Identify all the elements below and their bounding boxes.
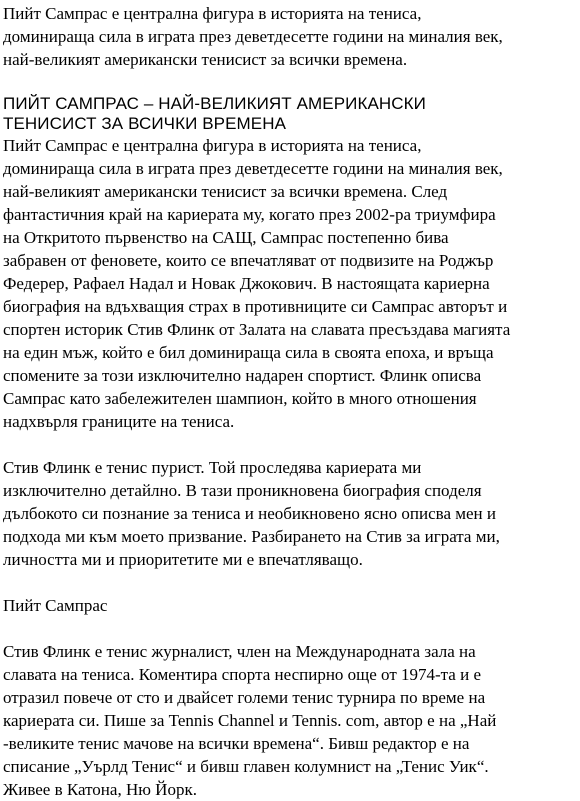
intro-paragraph: Пийт Сампрас е централна фигура в историята на тениса, доминираща сила в играта през деветдесетте години на миналия век, най-великият американски тенисист за всички времена. <box>3 4 503 69</box>
signature-line: Пийт Сампрас <box>3 596 108 615</box>
body-paragraph-1: Пийт Сампрас е централна фигура в историята на тениса, доминираща сила в играта през деветдесетте години на миналия век, най-великият американски тенисист за всички времена. След фантастичния край на кариерата му, когато през 2002-ра триумфира на Откритото първенство на САЩ, Сампрас постепенно бива забравен от феновете, които се впечатляват от подвизите на Роджър Федерер, Рафаел Надал и Новак Джокович. В настоящата кариерна биография на вдъхващия страх в противниците си Сампрас авторът и спортен историк Стив Флинк от Залата на славата пресъздава магията на един мъж, който е бил доминираща сила в своята епоха, и връща спомените за този изключително надарен спортист. Флинк описва Сампрас като забележителен шампион, който в много отношения надхвърля границите на тениса. <box>3 136 511 431</box>
document-page <box>3 2 577 801</box>
body-paragraph-3: Стив Флинк е тенис журналист, член на Международната зала на славата на тениса. Коментира спорта неспирно още от 1974-та и е отразил повече от сто и двайсет големи тенис турнира по време на кариерата си. Пише за Tennis Channel и Tennis. com, автор е на „Най -великите тенис мачове на всички времена“. Бивш редактор е на списание „Уърлд Тенис“ и бивш главен колумнист на „Тенис Уик“. Живее в Катона, Ню Йорк. <box>3 642 497 799</box>
paragraph-spacer <box>3 617 577 640</box>
paragraph-spacer <box>3 71 577 94</box>
paragraph-spacer <box>3 433 577 456</box>
section-heading: ПИЙТ САМПРАС – НАЙ-ВЕЛИКИЯТ АМЕРИКАНСКИ ТЕНИСИСТ ЗА ВСИЧКИ ВРЕМЕНА <box>3 94 426 133</box>
paragraph-spacer <box>3 571 577 594</box>
body-paragraph-2: Стив Флинк е тенис пурист. Той проследява кариерата ми изключително детайлно. В тази проникновена биография споделя дълбокото си познание за тениса и необикновено ясно описва мен и подхода ми към моето призвание. Разбирането на Стив за играта ми, личността ми и приоритетите ми е впечатляващо. <box>3 458 500 569</box>
